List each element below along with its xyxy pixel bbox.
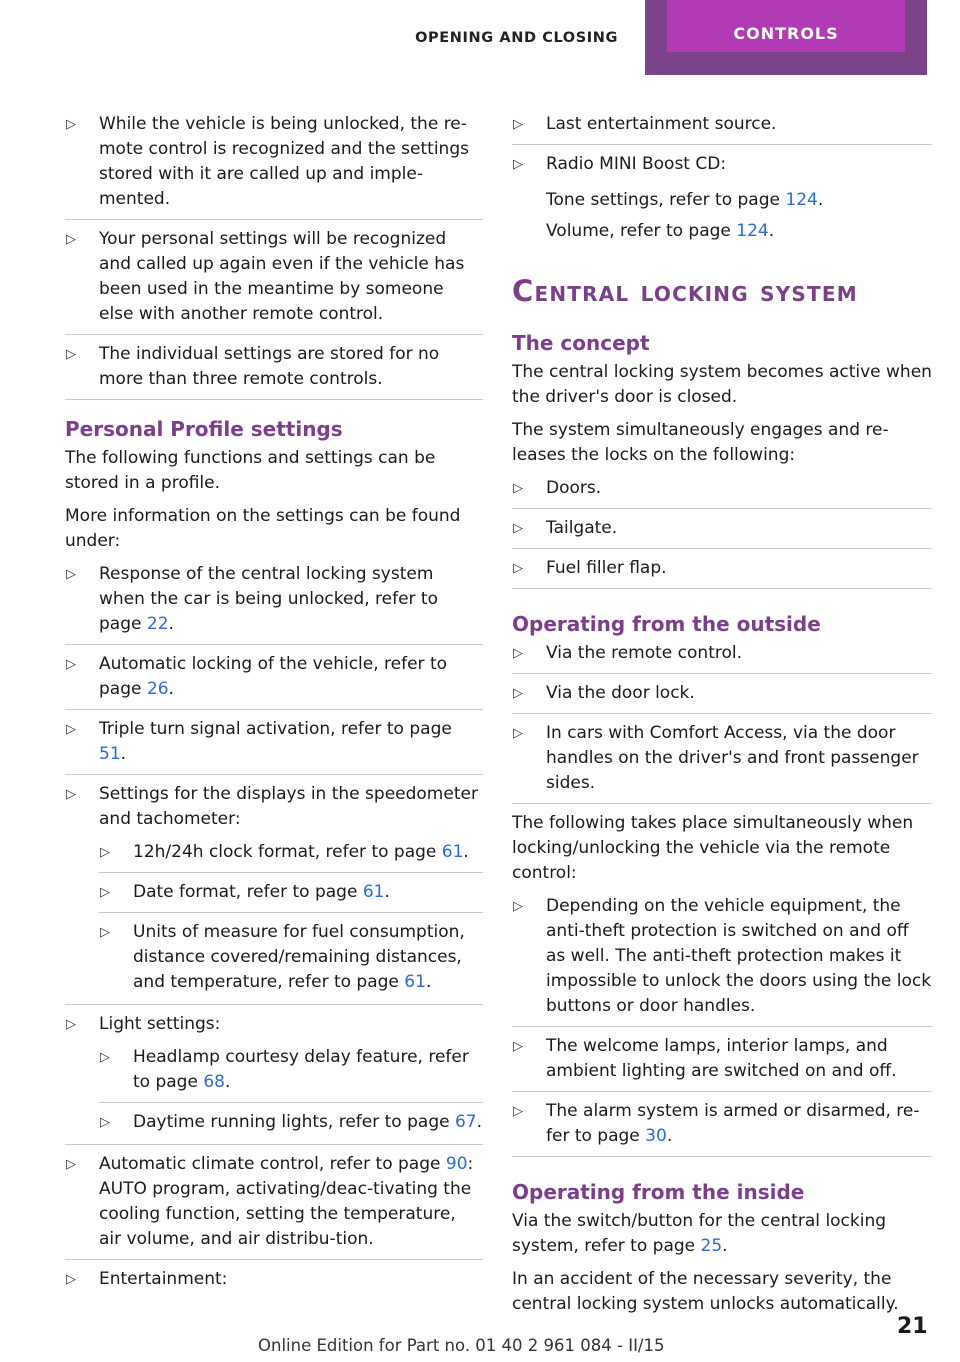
list-item xyxy=(512,152,932,184)
item-end: : AUTO program, activating/deac‐tivating the cooling function, setting the temperature, air volume, and air distribu‐tion. xyxy=(99,1154,474,1249)
item-end: . xyxy=(425,972,432,992)
light-sublist xyxy=(99,1045,483,1137)
item-end: . xyxy=(463,842,469,862)
item-text: Automatic locking of the vehicle, refer to page xyxy=(99,654,448,699)
page-link[interactable]: 124 xyxy=(785,190,818,210)
list-item: ▷ Tailgate. xyxy=(512,516,932,549)
sub-list-item xyxy=(99,840,483,873)
item-text: Volume, refer to page xyxy=(546,221,737,241)
list-item xyxy=(65,652,483,710)
list-item: ▷ Your personal settings will be recognized and called up again even if the vehicle has been used in the meantime by someone else with another remote control. xyxy=(65,227,483,335)
item-end: . xyxy=(384,882,390,902)
paragraph: The following takes place simultaneously when locking/unlocking the vehicle via the remote control: xyxy=(512,813,914,883)
list-item: ▷ The welcome lamps, interior lamps, and ambient lighting are switched on and off. xyxy=(512,1034,932,1092)
item-text: Response of the central locking system when the car is being unlocked, refer to page xyxy=(99,564,438,634)
right-column xyxy=(512,112,932,1325)
list-item: ▷ Via the door lock. xyxy=(512,681,932,714)
chapter-heading-central-locking: Central locking system xyxy=(512,274,858,308)
page-link[interactable]: 90 xyxy=(445,1154,468,1174)
section-label: OPENING AND CLOSING xyxy=(415,30,618,46)
radio-tone-line xyxy=(512,188,932,213)
item-end: . xyxy=(168,679,174,699)
item-text: Automatic climate control, refer to page xyxy=(99,1154,446,1174)
tab-label: CONTROLS xyxy=(733,24,839,43)
item-text: Tone settings, refer to page xyxy=(546,190,786,210)
page-link[interactable]: 51 xyxy=(99,744,121,764)
item-end: . xyxy=(666,1126,673,1146)
entertainment-list xyxy=(512,112,932,184)
header-section-title xyxy=(0,0,645,75)
page-link[interactable]: 67 xyxy=(454,1112,477,1132)
item-text: 12h/24h clock format, refer to page xyxy=(133,842,442,862)
sub-list-item xyxy=(99,1045,483,1103)
paragraph: The system simultaneously engages and re‐leases the locks on the following: xyxy=(512,420,889,465)
list-item: ▷ Entertainment: xyxy=(65,1267,483,1299)
left-column xyxy=(65,112,483,1299)
sub-list-item xyxy=(99,880,483,913)
page-link[interactable]: 22 xyxy=(146,614,169,634)
section-heading-outside: Operating from the outside xyxy=(512,612,821,636)
header-tab xyxy=(645,0,927,75)
item-end: . xyxy=(224,1072,231,1092)
paragraph: In an accident of the necessary severity, the central locking system unlocks automatically. xyxy=(512,1269,899,1314)
list-item: ▷ The individual settings are stored for no more than three remote controls. xyxy=(65,342,483,400)
page-link[interactable]: 124 xyxy=(736,221,769,241)
paragraph: More information on the settings can be found under: xyxy=(65,506,461,551)
item-text: Triple turn signal activation, refer to page xyxy=(99,719,452,739)
list-item: ▷ Fuel filler flap. xyxy=(512,556,932,589)
section-heading-inside: Operating from the inside xyxy=(512,1180,805,1204)
footer-edition: Online Edition for Part no. 01 40 2 961 084 - II/15 xyxy=(258,1336,665,1355)
page-link[interactable]: 61 xyxy=(404,972,426,992)
list-item: ▷ Doors. xyxy=(512,476,932,509)
list-item: ▷ Last entertainment source. xyxy=(512,112,932,145)
paragraph xyxy=(512,1209,932,1259)
item-end: . xyxy=(476,1112,483,1132)
item-end: . xyxy=(120,744,127,764)
list-item: ▷ In cars with Comfort Access, via the door handles on the driver's and front passenger sides. xyxy=(512,721,932,804)
list-item xyxy=(65,782,483,1005)
item-text: Daytime running lights, refer to page xyxy=(133,1112,455,1132)
radio-volume-line xyxy=(512,219,932,244)
list-item: ▷ Depending on the vehicle equipment, the anti-theft protection is switched on and off as well. The anti-theft protection makes it impossible to unlock the doors using the lock buttons or door handles. xyxy=(512,894,932,1027)
page-link[interactable]: 68 xyxy=(203,1072,225,1092)
paragraph: The central locking system becomes active when the driver's door is closed. xyxy=(512,362,932,407)
item-end: . xyxy=(722,1236,728,1256)
effect-list xyxy=(512,894,932,1157)
page-number: 21 xyxy=(897,1314,928,1339)
profile-list xyxy=(65,562,483,1299)
list-item xyxy=(65,1012,483,1145)
list-item: ▷ Via the remote control. xyxy=(512,641,932,674)
item-end: . xyxy=(817,190,824,210)
item-text: The alarm system is armed or disarmed, re‐fer to page xyxy=(546,1101,920,1146)
lock-list xyxy=(512,476,932,589)
item-text: Via the switch/button for the central locking system, refer to page xyxy=(512,1211,887,1256)
list-item xyxy=(65,1152,483,1260)
list-item xyxy=(65,717,483,775)
display-sublist xyxy=(99,840,483,997)
item-text: Radio MINI Boost CD: xyxy=(546,154,727,174)
list-item xyxy=(65,562,483,645)
page-link[interactable]: 61 xyxy=(441,842,464,862)
item-end: . xyxy=(168,614,174,634)
sub-list-item xyxy=(99,920,483,997)
item-text: Headlamp courtesy delay feature, refer to page xyxy=(133,1047,469,1092)
page-link[interactable]: 30 xyxy=(645,1126,667,1146)
item-text: Date format, refer to page xyxy=(133,882,363,902)
item-text: Settings for the displays in the speedometer and tachometer: xyxy=(99,784,478,829)
page-link[interactable]: 25 xyxy=(700,1236,723,1256)
list-item xyxy=(512,1099,932,1157)
list-item: ▷ While the vehicle is being unlocked, the re‐mote control is recognized and the settings stored with it are called up and imple‐mented. xyxy=(65,112,483,220)
page-link[interactable]: 26 xyxy=(146,679,169,699)
section-heading-personal-profile: Personal Profile settings xyxy=(65,417,343,441)
outside-list xyxy=(512,641,932,804)
sub-list-item xyxy=(99,1110,483,1137)
item-text: Light settings: xyxy=(99,1014,221,1034)
section-heading-concept: The concept xyxy=(512,331,650,355)
paragraph: The following functions and settings can be stored in a profile. xyxy=(65,448,436,493)
intro-list xyxy=(65,112,483,400)
item-end: . xyxy=(768,221,775,241)
item-text: Units of measure for fuel consumption, distance covered/remaining distances, and temperature, refer to page xyxy=(133,922,465,992)
page-link[interactable]: 61 xyxy=(362,882,385,902)
